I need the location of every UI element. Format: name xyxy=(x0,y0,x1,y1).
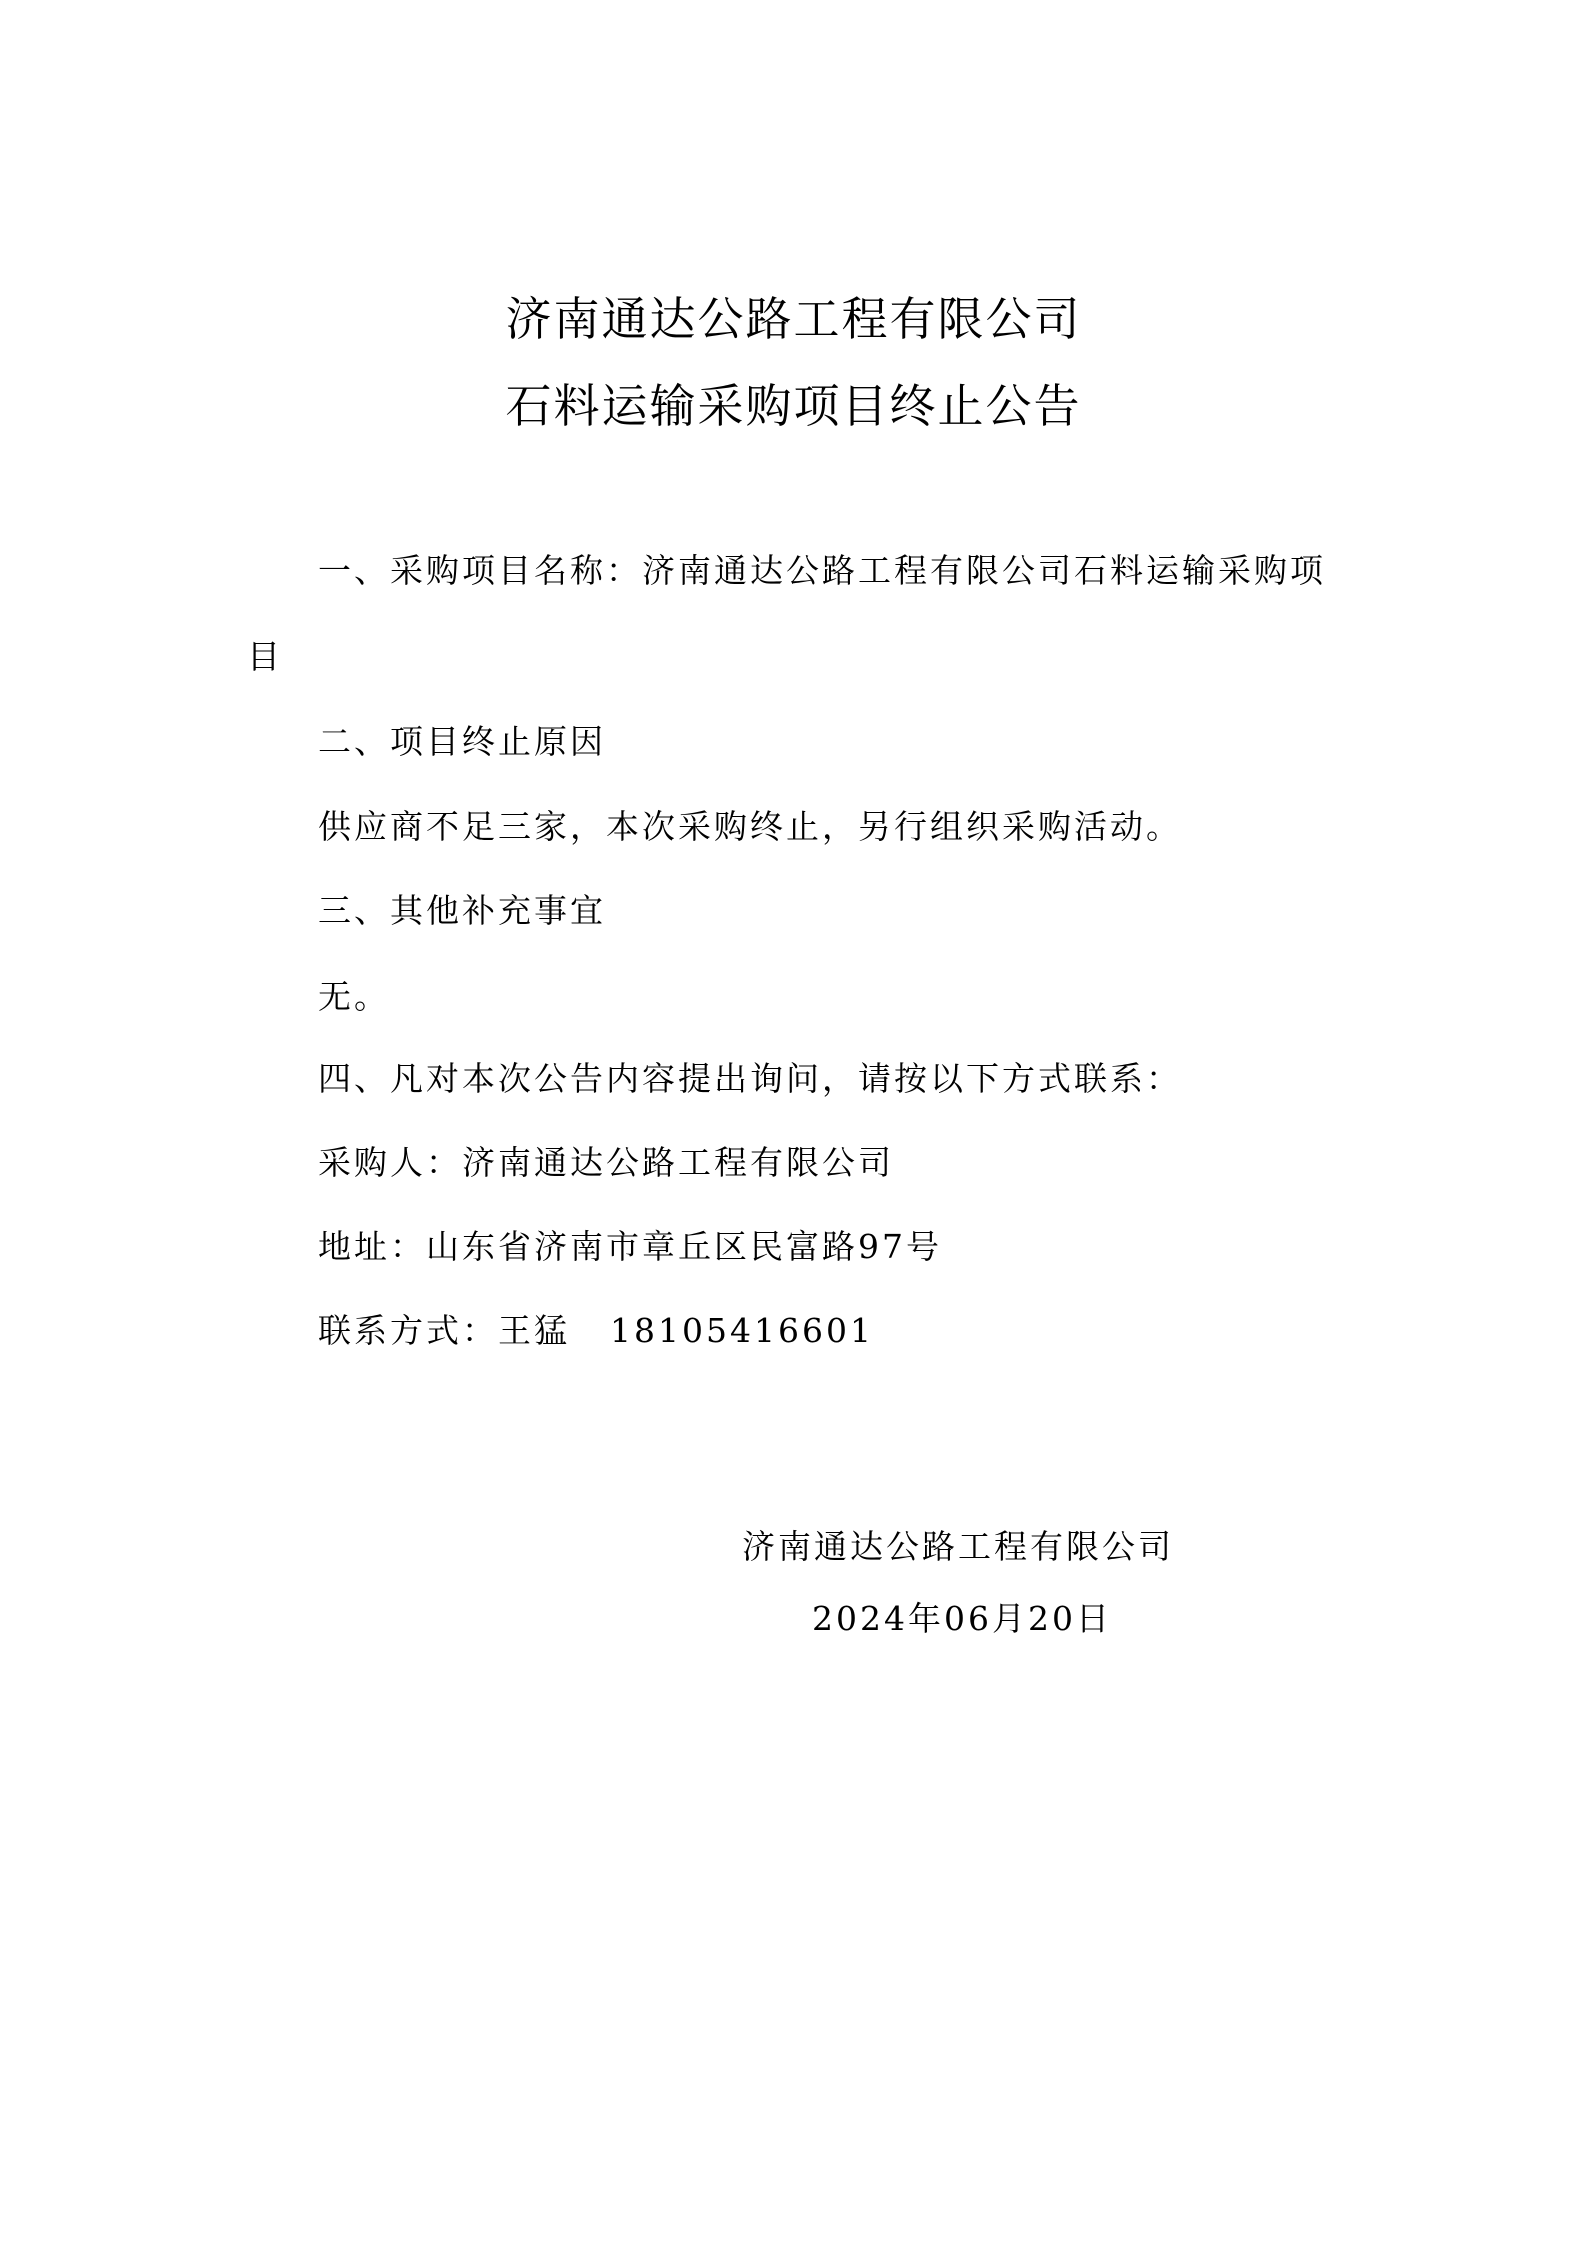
contact-heading: 四、凡对本次公告内容提出询问，请按以下方式联系： xyxy=(318,1059,1182,1098)
document-title-line-2: 石料运输采购项目终止公告 xyxy=(505,379,1082,433)
other-matters-heading: 三、其他补充事宜 xyxy=(318,891,606,930)
signature-company: 济南通达公路工程有限公司 xyxy=(742,1527,1174,1566)
termination-reason-heading: 二、项目终止原因 xyxy=(318,722,606,761)
project-name-line-1: 一、采购项目名称：济南通达公路工程有限公司石料运输采购项 xyxy=(318,551,1326,590)
document-title-line-1: 济南通达公路工程有限公司 xyxy=(505,292,1082,346)
contact-line xyxy=(318,1311,874,1350)
signature-date: 2024年06月20日 xyxy=(812,1599,1112,1638)
buyer-line: 采购人：济南通达公路工程有限公司 xyxy=(318,1143,894,1182)
contact-person: 联系方式：王猛 xyxy=(318,1311,570,1350)
other-matters-text: 无。 xyxy=(318,977,390,1016)
termination-reason-text: 供应商不足三家，本次采购终止，另行组织采购活动。 xyxy=(318,807,1182,846)
project-name-line-2: 目 xyxy=(247,637,283,676)
contact-phone: 18105416601 xyxy=(610,1311,874,1350)
address-line: 地址：山东省济南市章丘区民富路97号 xyxy=(318,1227,942,1266)
